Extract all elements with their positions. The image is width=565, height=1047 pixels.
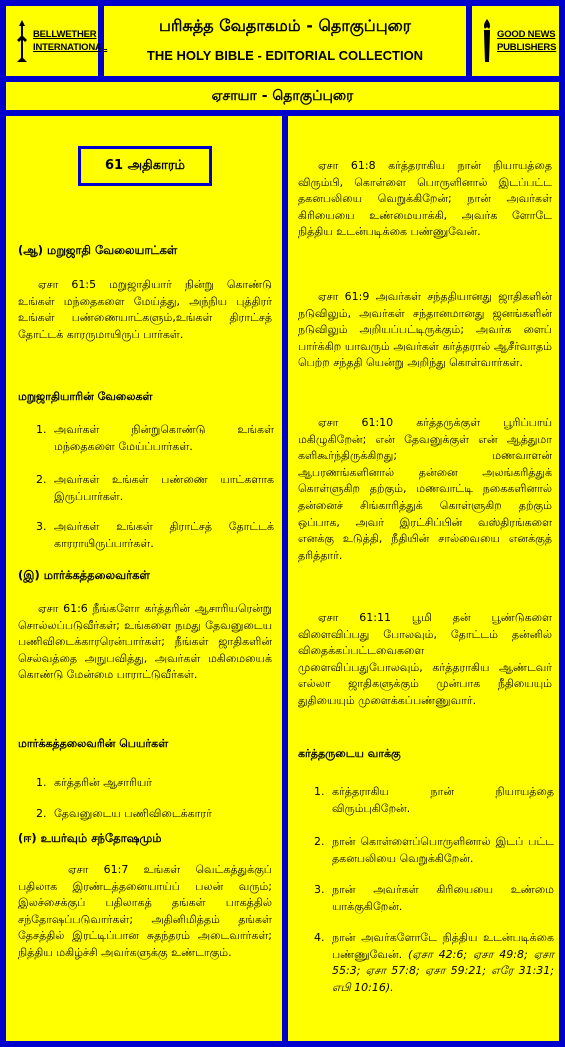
right-column [285,113,562,1044]
list-item: 4. நான் அவர்களோடே நித்திய உடன்படிக்கை பண்ணுவேன். (ஏசா 42:6; ஏசா 49:8; ஏசா 55:3; ஏசா 57:8; ஏசா 59:21; எரே 31:31; எபி 10:16). [314,931,555,994]
list-item: 3. அவர்கள் உங்கள் திராட்சத் தோட்டக் காரராயிருப்பார்கள். [36,520,274,550]
verse-paragraph: ஏசா 61:5 மறுஜாதியார் நின்று கொண்டு உங்கள் மந்தைகளை மேய்த்து, அந்நிய புத்திரர் உங்கள் பண்ணையாட்களும்,உங்கள் திராட்சத் தோட்டக் காரருமாயிருப் பார்கள். [18,278,272,341]
list-item: 1. அவர்கள் நின்றுகொண்டு உங்கள் மந்தைகளை மேய்ப்பார்கள். [36,423,274,453]
section-heading: மார்க்கத்தலைவரின் பெயர்கள் [18,737,169,750]
subheader-bar [3,79,562,113]
left-column [3,113,285,1044]
verse-paragraph: ஏசா 61:7 உங்கள் வெட்கத்துக்குப் பதிலாக இரண்டத்தனையாய்ப் பலன் வரும்; இலச்சைக்குப் பதிலாகத் தங்கள் பாகத்தில் சந்தோஷப்படுவார்கள்; அதினிமித்தம் தங்கள் தேசத்தில் இரட்டிப்பான சுதந்தரம் அடைவார்கள்; நித்திய மகிழ்ச்சி அவர்களுக்கு உண்டாகும். [18,863,272,959]
list-item: 2. அவர்கள் உங்கள் பண்ணை யாட்களாக இருப்பார்கள். [36,473,274,503]
logo-left-text: BELLWETHER INTERNATIONAL [33,29,108,53]
torch-logo-icon [480,18,494,64]
publisher-logo-right [469,3,562,79]
verse-paragraph: ஏசா 61:10 கர்த்தருக்குள் பூரிப்பாய் மகிழுகிறேன்; என் தேவனுக்குள் என் ஆத்துமா களிகூர்ந்திருக்கிறது; மணவாளன் ஆபரணங்களினால் தன்னை அலங்கரித்துக் கொள்ளுகிற தற்கும், மணவாட்டி நகைகளினால் தன்னைச் சிங்காரித்துக் கொள்ளுகிற தற்கும் ஒப்பாக, அவர் இரட்சிப்பின் வஸ்திரங்களை எனக்கு உடுத்தி, நீதியின் சால்வையை எனக்குத் தரித்தார். [298,416,552,562]
verse-paragraph: ஏசா 61:11 பூமி தன் பூண்டுகளை விளைவிப்பது போலவும், தோட்டம் தன்னில் விதைக்கப்பட்டவைகளை முளைவிப்பதுபோலவும், கர்த்தராகிய ஆண்டவர் எல்லா ஜாதிகளுக்கும் முன்பாக நீதியையும் துதியையும் முளைக்கப்பண்ணுவார். [298,611,552,707]
chapter-label: 61 அதிகாரம் [78,146,212,186]
section-heading: மறுஜாதியாரின் வேலைகள் [18,390,153,403]
section-heading: கர்த்தருடைய வாக்கு [298,747,401,760]
list-item: 2. நான் கொள்ளைப்பொருளினால் இடப் பட்ட தகனபலியை வெறுக்கிறேன். [314,835,554,865]
title-tamil: பரிசுத்த வேதாகமம் - தொகுப்புரை [158,16,412,35]
title-english: THE HOLY BIBLE - EDITORIAL COLLECTION [146,48,424,63]
ram-logo-icon [14,18,30,64]
list-item: 2. தேவனுடைய பணிவிடைக்காரர் [36,807,212,820]
cross-references: (ஏசா 42:6; ஏசா 49:8; ஏசா 55:3; ஏசா 57:8; ஏசா 59:21; எரே 31:31; எபி 10:16). [332,947,555,994]
verse-paragraph: ஏசா 61:9 அவர்கள் சந்ததியானது ஜாதிகளின் நடுவிலும், அவர்கள் சந்தானமானது ஜனங்களின் நடுவிலும் அறியப்பட்டிருக்கும்; அவர்க ளைப் பார்க்கிற யாவரும் அவர்கள் கர்த்தரால் ஆசீர்வாதம் பெற்ற சந்ததி யென்று அறிந்து கொள்வார்கள். [298,290,552,370]
section-heading: (இ) மார்க்கத்தலைவர்கள் [18,568,150,582]
logo-right-text: GOOD NEWS PUBLISHERS [497,29,557,53]
verse-paragraph: ஏசா 61:8 கர்த்தராகிய நான் நியாயத்தை விரும்பி, கொள்ளை பொருளினால் இடப்பட்ட தகனபலியை வெறுக்கிறேன்; நான் அவர்கள் கிரியையை உண்மையாக்கி, அவர்க ளோடே நித்திய உடன்படிக்கை பண்ணுவேன். [298,159,552,239]
list-item: 1. கர்த்தரின் ஆசாரியர் [36,776,153,789]
list-item: 3. நான் அவர்கள் கிரியையை உண்மை யாக்குகிறேன். [314,883,554,913]
header-title-box [101,3,469,79]
verse-paragraph: ஏசா 61:6 நீங்களோ கர்த்தரின் ஆசாரியரென்று சொல்லப்படுவீர்கள்; உங்களை நமது தேவனுடைய பணிவிடைக்காரரென்பார்கள்; நீங்கள் ஜாதிகளின் செல்வத்தை அநுபவித்து, அவர்கள் மகிமையைக் கொண்டு மேன்மை பாராட்டுவீர்கள். [18,602,272,682]
section-heading: (ஆ) மறுஜாதி வேலையாட்கள் [18,243,178,257]
subheader-title: ஏசாயா - தொகுப்புரை [211,88,354,104]
list-item: 1. கர்த்தராகிய நான் நியாயத்தை விரும்புகிறேன். [314,785,554,815]
section-heading: (ஈ) உயர்வும் சந்தோஷமும் [18,831,162,845]
publisher-logo-left [3,3,108,79]
